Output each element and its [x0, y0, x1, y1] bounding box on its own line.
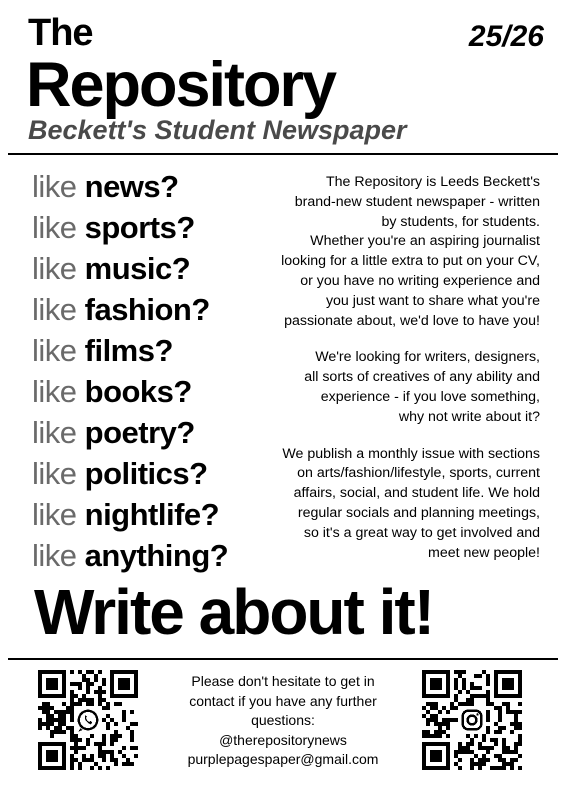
blurb-line: The Repository is Leeds Beckett's — [325, 174, 540, 190]
blurb-line: We're looking for writers, designers, — [315, 349, 540, 366]
blurb-line: We publish a monthly issue with sections — [282, 445, 540, 462]
blurb-line: meet new people! — [428, 544, 540, 561]
like-topic: news? — [76, 169, 179, 204]
like-word: like — [32, 169, 77, 204]
contact-message — [163, 672, 403, 731]
instagram-icon — [460, 708, 484, 732]
blurb-line: why not write about it? — [398, 408, 540, 425]
blurb-line: so it's a great way to get involved and — [303, 524, 540, 541]
blurb-line: affairs, social, and student life. We hold — [293, 485, 540, 502]
blurb-line: you just want to share what you're — [325, 292, 540, 309]
newspaper-subtitle: Beckett's Student Newspaper — [28, 115, 407, 145]
whatsapp-icon — [76, 708, 100, 732]
email-link[interactable]: purplepagespaper@gmail.com — [187, 751, 379, 767]
contact-info — [163, 672, 403, 770]
like-item — [32, 494, 262, 535]
like-topic: poetry? — [76, 415, 195, 450]
masthead-the: The — [28, 12, 93, 54]
like-topic: nightlife? — [76, 497, 220, 532]
like-item — [32, 371, 262, 412]
whatsapp-qr-code[interactable] — [38, 670, 138, 770]
bottom-divider — [8, 658, 558, 660]
like-item — [32, 207, 262, 248]
like-item — [32, 330, 262, 371]
blurb-line: passionate about, we'd love to have you! — [284, 312, 540, 329]
blurb-line: regular socials and planning meetings, — [297, 504, 540, 521]
like-word: like — [32, 538, 77, 573]
blurb-line: by students, for students. — [381, 213, 540, 230]
top-divider — [8, 153, 558, 155]
like-item — [32, 453, 262, 494]
like-topic: films? — [76, 333, 173, 368]
instagram-qr-code[interactable] — [422, 670, 522, 770]
blurb-line: looking for a little extra to put on your CV, — [281, 253, 540, 270]
like-item — [32, 412, 262, 453]
like-topic: sports? — [76, 210, 195, 245]
like-word: like — [32, 415, 77, 450]
like-topic: music? — [76, 251, 191, 286]
blurb-line: experience - if you love something, — [320, 388, 540, 405]
like-word: like — [32, 456, 77, 491]
like-item — [32, 289, 262, 330]
like-word: like — [32, 497, 77, 532]
like-item — [32, 535, 262, 576]
like-word: like — [32, 210, 77, 245]
contact-line: Please don't hesitate to get in — [191, 673, 375, 689]
blurb-line: brand-new student newspaper - written — [294, 193, 540, 210]
like-word: like — [32, 374, 77, 409]
like-word: like — [32, 251, 77, 286]
intro-blurb — [248, 173, 540, 580]
like-word: like — [32, 292, 77, 327]
likes-list — [32, 166, 262, 576]
contact-line: contact if you have any further — [189, 692, 377, 709]
like-topic: books? — [76, 374, 192, 409]
like-word: like — [32, 333, 77, 368]
masthead — [0, 0, 566, 160]
blurb-line: all sorts of creatives of any ability and — [304, 369, 540, 386]
like-topic: fashion? — [76, 292, 210, 327]
call-to-action-headline: Write about it! — [34, 576, 433, 648]
like-topic: politics? — [76, 456, 208, 491]
newspaper-title: Repository — [26, 50, 336, 120]
blurb-line: on arts/fashion/lifestyle, sports, current — [297, 465, 540, 482]
blurb-line: or you have no writing experience and — [300, 272, 540, 289]
like-topic: anything? — [76, 538, 229, 573]
contact-line: questions: — [251, 712, 315, 728]
issue-number: 25/26 — [468, 20, 544, 53]
like-item — [32, 166, 262, 207]
blurb-paragraph-3 — [248, 445, 540, 564]
like-item — [32, 248, 262, 289]
blurb-line: Whether you're an aspiring journalist — [310, 233, 540, 250]
blurb-paragraph-2 — [248, 348, 540, 427]
blurb-paragraph-1 — [248, 173, 540, 331]
social-handle[interactable]: @therepositorynews — [219, 731, 347, 748]
